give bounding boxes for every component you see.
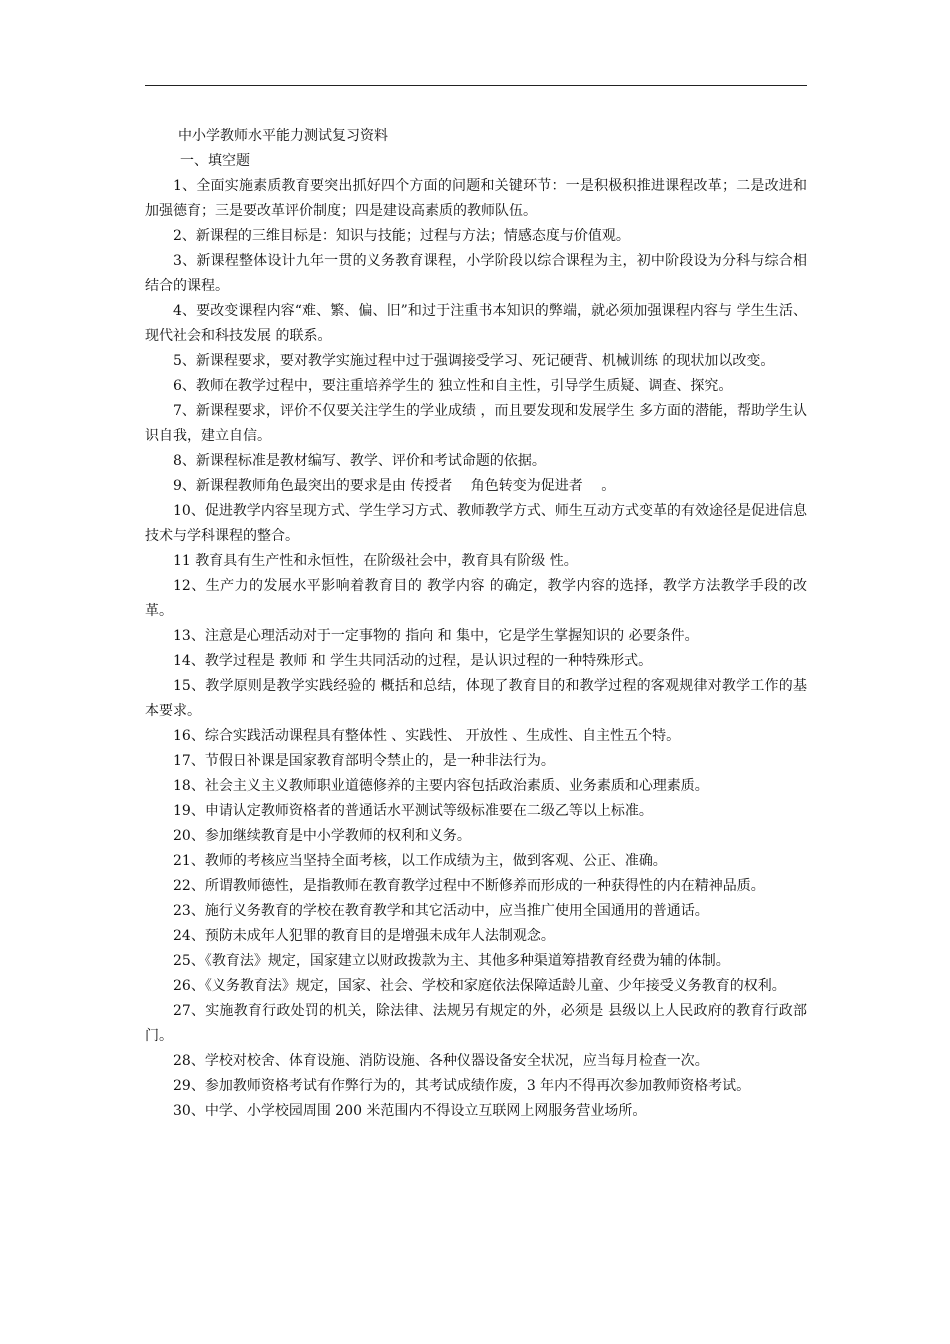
list-item: 16、综合实践活动课程具有整体性 、实践性、 开放性 、生成性、自主性五个特。 xyxy=(173,728,681,744)
list-item: 7、新课程要求，评价不仅要关注学生的学业成绩 ，而且要发现和发展学生 多方面的潜能，帮助学生认识自我，建立自信。 xyxy=(145,403,807,444)
list-item: 15、教学原则是教学实践经验的 概括和总结，体现了教育目的和教学过程的客观规律对教学工作的基本要求。 xyxy=(145,678,807,719)
list-item: 29、参加教师资格考试有作弊行为的，其考试成绩作废，3 年内不得再次参加教师资格考试。 xyxy=(173,1078,751,1094)
list-item: 23、施行义务教育的学校在教育教学和其它活动中，应当推广使用全国通用的普通话。 xyxy=(173,903,709,919)
list-item: 18、社会主义主义教师职业道德修养的主要内容包括政治素质、业务素质和心理素质。 xyxy=(173,778,709,794)
list-item: 8、新课程标准是教材编写、教学、评价和考试命题的依据。 xyxy=(173,453,546,469)
list-item: 5、新课程要求，要对教学实施过程中过于强调接受学习、死记硬背、机械训练 的现状加以改变。 xyxy=(173,353,775,369)
list-item: 17、节假日补课是国家教育部明令禁止的，是一种非法行为。 xyxy=(173,753,555,769)
document-body xyxy=(145,124,807,1124)
list-item: 19、申请认定教师资格者的普通话水平测试等级标准要在二级乙等以上标准。 xyxy=(173,803,653,819)
list-item: 24、预防未成年人犯罪的教育目的是增强未成年人法制观念。 xyxy=(173,928,555,944)
header-rule xyxy=(145,85,807,86)
list-item: 14、教学过程是 教师 和 学生共同活动的过程，是认识过程的一种特殊形式。 xyxy=(173,653,653,669)
list-item: 6、教师在教学过程中，要注重培养学生的 独立性和自主性，引导学生质疑、调查、探究。 xyxy=(173,378,733,394)
list-item: 25、《教育法》规定，国家建立以财政拨款为主、其他多种渠道筹措教育经费为辅的体制。 xyxy=(173,953,730,969)
list-item: 13、注意是心理活动对于一定事物的 指向 和 集中，它是学生掌握知识的 必要条件。 xyxy=(173,628,699,644)
list-item: 3、新课程整体设计九年一贯的义务教育课程，小学阶段以综合课程为主，初中阶段设为分科与综合相结合的课程。 xyxy=(145,253,807,294)
document-title: 中小学教师水平能力测试复习资料 xyxy=(178,128,388,144)
list-item: 22、所谓教师德性，是指教师在教育教学过程中不断修养而形成的一种获得性的内在精神品质。 xyxy=(173,878,765,894)
list-item: 30、中学、小学校园周围 200 米范围内不得设立互联网上网服务营业场所。 xyxy=(173,1103,647,1119)
list-item: 20、参加继续教育是中小学教师的权利和义务。 xyxy=(173,828,471,844)
list-item: 2、新课程的三维目标是：知识与技能；过程与方法；情感态度与价值观。 xyxy=(173,228,630,244)
list-item: 12、生产力的发展水平影响着教育目的 教学内容 的确定，教学内容的选择，教学方法教学手段的改革。 xyxy=(145,578,807,619)
list-item: 1、全面实施素质教育要突出抓好四个方面的问题和关键环节：一是积极积推进课程改革；二是改进和加强德育；三是要改革评价制度；四是建设高素质的教师队伍。 xyxy=(145,178,807,219)
list-item: 9、新课程教师角色最突出的要求是由 传授者 角色转变为促进者 。 xyxy=(173,478,616,494)
list-item: 26、《义务教育法》规定，国家、社会、学校和家庭依法保障适龄儿童、少年接受义务教育的权利。 xyxy=(173,978,786,994)
list-item: 27、实施教育行政处罚的机关，除法律、法规另有规定的外，必须是 县级以上人民政府的教育行政部门。 xyxy=(145,1003,807,1044)
list-item: 10、促进教学内容呈现方式、学生学习方式、教师教学方式、师生互动方式变革的有效途径是促进信息技术与学科课程的整合。 xyxy=(145,503,807,544)
list-item: 21、教师的考核应当坚持全面考核，以工作成绩为主，做到客观、公正、准确。 xyxy=(173,853,667,869)
list-item: 11 教育具有生产性和永恒性，在阶级社会中，教育具有阶级 性。 xyxy=(173,553,578,569)
list-item: 28、学校对校舍、体育设施、消防设施、各种仪器设备安全状况，应当每月检查一次。 xyxy=(173,1053,709,1069)
list-item: 4、要改变课程内容“难、繁、偏、旧”和过于注重书本知识的弊端，就必须加强课程内容与 学生生活、现代社会和科技发展 的联系。 xyxy=(145,303,807,344)
section-heading: 一、填空题 xyxy=(180,153,250,169)
